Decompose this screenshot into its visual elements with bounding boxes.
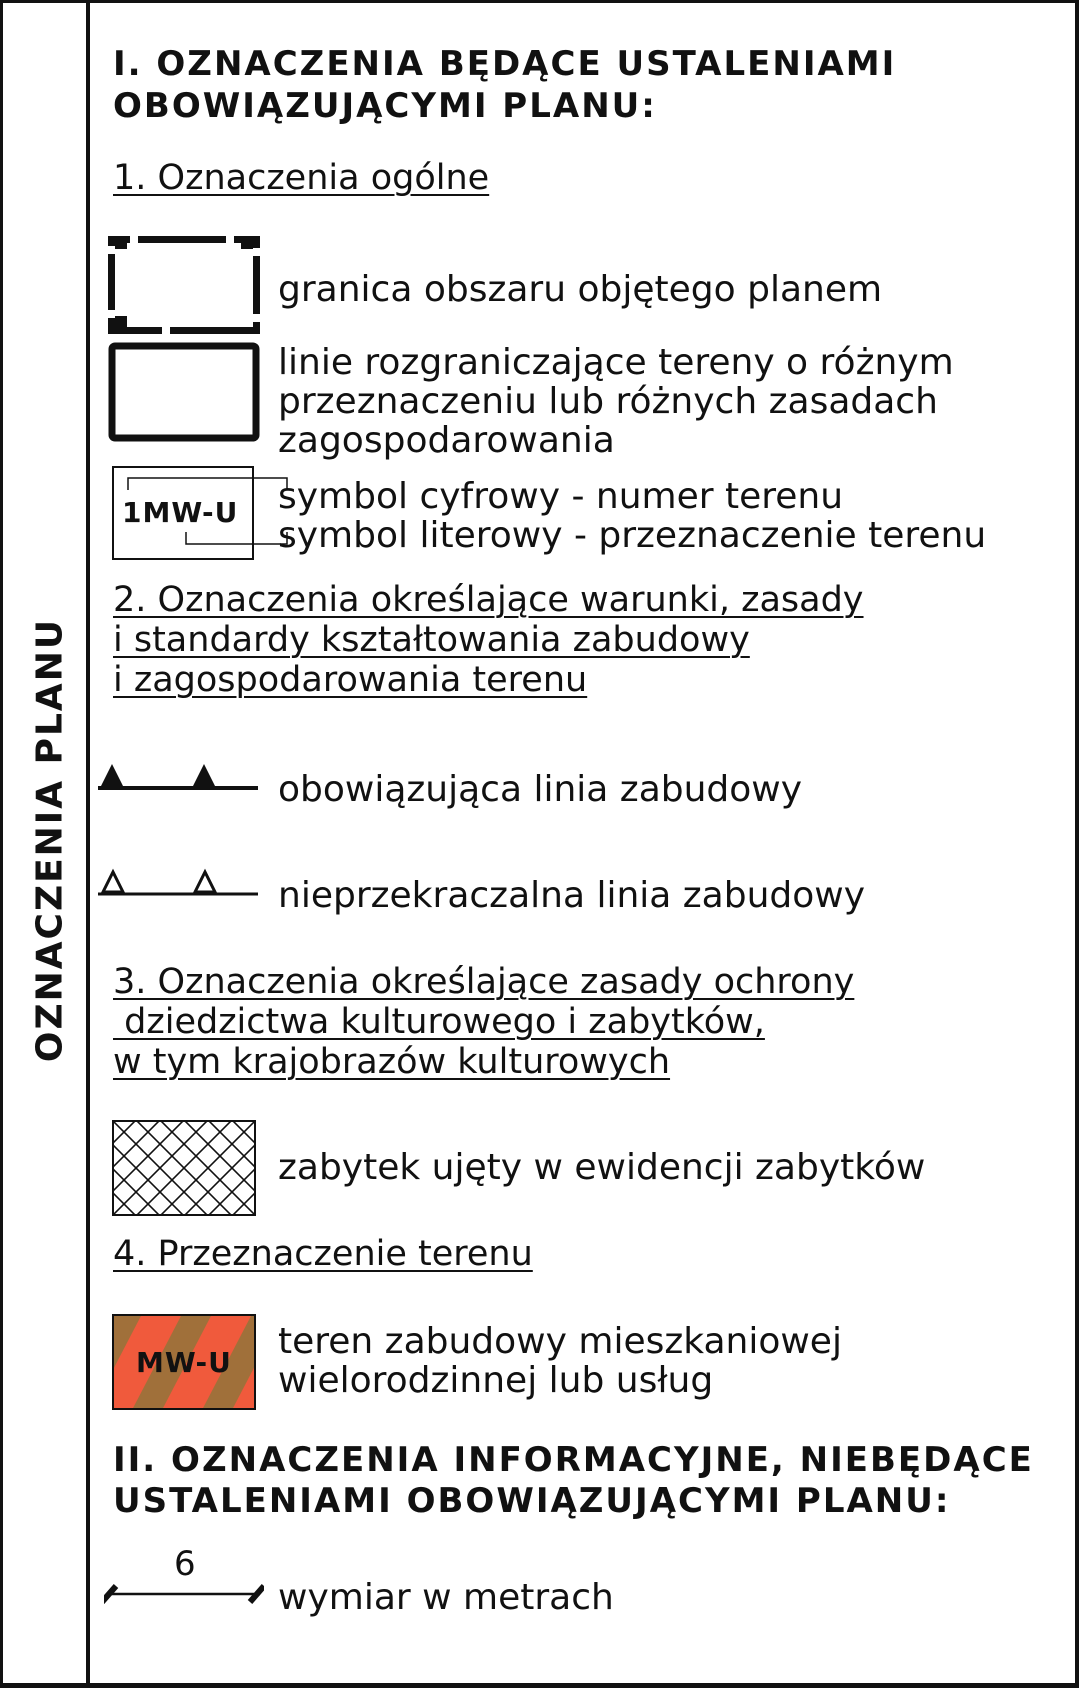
group2-item2-label: nieprzekraczalna linia zabudowy <box>278 875 866 916</box>
dimension-icon <box>104 1544 264 1614</box>
non-exceedable-building-line-icon <box>98 864 260 900</box>
demarcation-line-icon <box>108 342 260 442</box>
group3-title-line2: dziedzictwa kulturowego i zabytków, <box>113 1002 765 1042</box>
group1-item1-label: granica obszaru objętego planem <box>278 269 883 310</box>
frame-top-border <box>0 0 1079 3</box>
section-I-heading-line2: OBOWIĄZUJĄCYMI PLANU: <box>113 86 657 126</box>
group4-title: 4. Przeznaczenie terenu <box>113 1234 533 1274</box>
frame-bottom-border <box>0 1683 1079 1688</box>
group1-item3-line1: symbol cyfrowy - numer terenu <box>278 476 844 517</box>
group2-item1-label: obowiązująca linia zabudowy <box>278 769 803 810</box>
area-symbol-text: 1MW-U <box>122 496 239 529</box>
group1-item2-line3: zagospodarowania <box>278 420 615 461</box>
group1-item3-line2: symbol literowy - przeznaczenie terenu <box>278 515 987 556</box>
group2-title-line3: i zagospodarowania terenu <box>113 660 588 700</box>
area-symbol-icon <box>112 466 254 560</box>
frame-left-border <box>0 0 3 1688</box>
crosshatch-monument-icon <box>112 1120 256 1216</box>
group4-item1-line2: wielorodzinnej lub usług <box>278 1360 714 1401</box>
group3-item1-label: zabytek ujęty w ewidencji zabytków <box>278 1147 926 1188</box>
mandatory-building-line-icon <box>98 758 260 794</box>
frame-right-border <box>1075 0 1079 1688</box>
group1-title: 1. Oznaczenia ogólne <box>113 158 490 198</box>
mw-u-zone-text: MW-U <box>136 1346 232 1379</box>
group4-item1-line1: teren zabudowy mieszkaniowej <box>278 1321 842 1362</box>
section-II-heading-line2: USTALENIAMI OBOWIĄZUJĄCYMI PLANU: <box>113 1481 951 1521</box>
frame-sidebar-divider <box>86 0 90 1688</box>
dimension-value: 6 <box>174 1544 196 1584</box>
section-II-item1-label: wymiar w metrach <box>278 1577 614 1618</box>
section-I-heading-line1: I. OZNACZENIA BĘDĄCE USTALENIAMI <box>113 44 897 84</box>
group2-title-line2: i standardy kształtowania zabudowy <box>113 620 750 660</box>
sidebar-title: OZNACZENIA PLANU <box>29 617 71 1063</box>
group2-title-line1: 2. Oznaczenia określające warunki, zasady <box>113 580 864 620</box>
group1-item2-line2: przeznaczeniu lub różnych zasadach <box>278 381 938 422</box>
group3-title-line3: w tym krajobrazów kulturowych <box>113 1042 671 1082</box>
group1-item2-line1: linie rozgraniczające tereny o różnym <box>278 342 954 383</box>
section-II-heading-line1: II. OZNACZENIA INFORMACYJNE, NIEBĘDĄCE <box>113 1440 1034 1480</box>
plan-boundary-icon <box>108 236 260 334</box>
mw-u-zone-icon <box>112 1314 256 1410</box>
group3-title-line1: 3. Oznaczenia określające zasady ochrony <box>113 962 855 1002</box>
